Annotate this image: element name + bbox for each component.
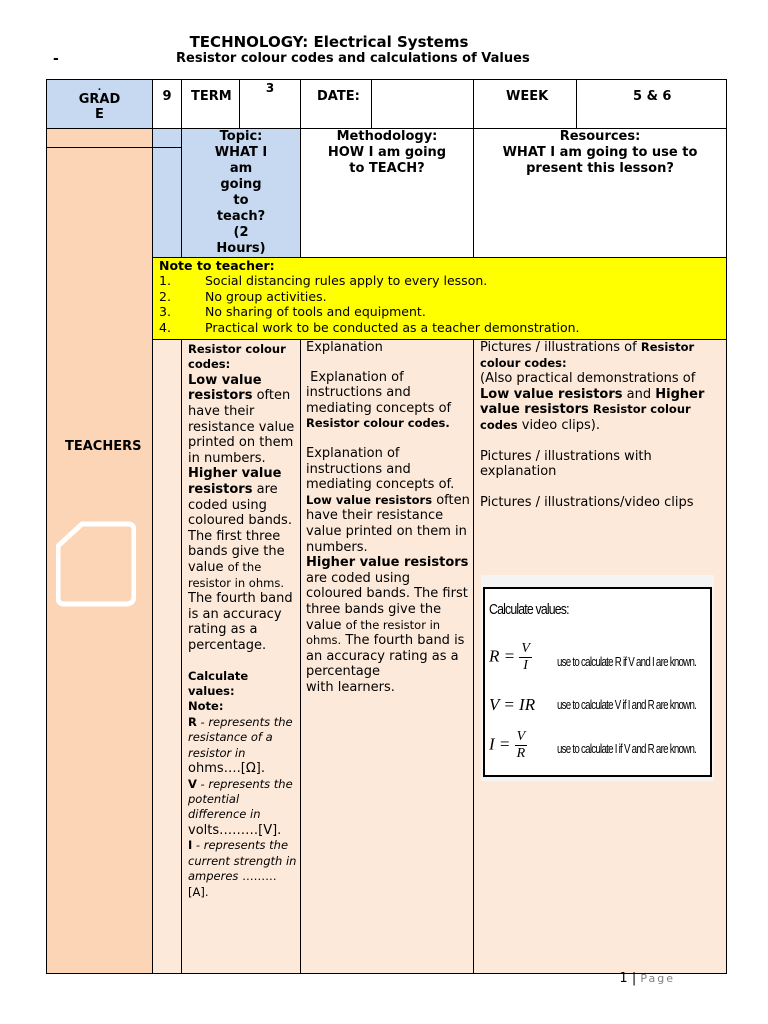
note-to-teacher bbox=[152, 257, 727, 340]
formula-v: V = IR bbox=[489, 695, 536, 714]
method-paragraph-1: Explanation of instructions and mediating concepts of Resistor colour codes. bbox=[306, 369, 452, 431]
formula-i: I = $\frac{V}{R}$ bbox=[489, 729, 526, 761]
low-value-paragraph: Low value resistors often have their resistance value printed on them in numbers. bbox=[188, 372, 295, 466]
week-value: 5 & 6 bbox=[633, 89, 672, 104]
date-label-cell bbox=[300, 79, 372, 129]
v-definition: V - represents the potential difference in volts………[V]. bbox=[188, 776, 293, 838]
grade-value: 9 bbox=[162, 89, 172, 104]
high-value-paragraph: Higher value resistors are coded using coloured bands. The first three bands give the value of the resistor in ohms. The fourth band is an accuracy rating as a percentage. bbox=[188, 466, 293, 653]
resources-header bbox=[473, 128, 727, 258]
method-paragraph-3: Higher value resistors are coded using coloured bands. The first three bands give the value of the resistor in ohms. The fourth band is an accuracy rating as a percentage bbox=[306, 555, 469, 680]
topic-header-text: Topic: WHAT I am going to teach? (2 Hours) bbox=[214, 129, 268, 256]
date-label: DATE: bbox=[317, 89, 360, 104]
page-word: Page bbox=[640, 972, 675, 985]
r-definition: R - represents the resistance of a resistor in ohms….[Ω]. bbox=[188, 714, 293, 776]
formula-r-desc: use to calculate R if V and I are known. bbox=[557, 654, 697, 669]
note-item: 2. No group activities. bbox=[159, 288, 327, 304]
left-strip-top bbox=[46, 128, 153, 148]
note-item: 3. No sharing of tools and equipment. bbox=[159, 304, 426, 319]
method-paragraph-2: Explanation of instructions and mediating concepts of. Low value resistors often have their resistance value printed on them in numbers. bbox=[306, 445, 470, 555]
note-heading: Note to teacher: bbox=[159, 258, 275, 273]
grade-value-cell bbox=[152, 79, 182, 129]
resources-header-text: Resources: WHAT I am going to use to present this lesson? bbox=[502, 129, 698, 176]
teachers-label: TEACHERS bbox=[65, 439, 142, 454]
formula-image bbox=[481, 575, 714, 781]
resources-paragraph-2: (Also practical demonstrations of Low value resistors and Higher value resistors Resistor colour codes video clips). bbox=[480, 371, 705, 433]
formula-r: R = $\frac{V}{I}$ bbox=[489, 641, 530, 673]
term-label: TERM bbox=[191, 89, 232, 104]
term-value: 3 bbox=[265, 81, 275, 95]
note-item: 1. Social distancing rules apply to every lesson. bbox=[159, 273, 488, 288]
method-explanation: Explanation bbox=[306, 340, 383, 355]
term-value-cell bbox=[239, 79, 301, 129]
grade-dot: . bbox=[97, 83, 102, 93]
week-label: WEEK bbox=[506, 89, 549, 104]
formula-title: Calculate values: bbox=[489, 601, 569, 618]
topic-heading: Resistor colour codes: bbox=[188, 342, 286, 372]
header-dash: - bbox=[53, 51, 59, 67]
grade-label-cont: E bbox=[95, 107, 104, 122]
page-number: 1 bbox=[619, 971, 628, 986]
week-label-cell bbox=[473, 79, 577, 129]
date-value-cell[interactable] bbox=[371, 79, 474, 129]
narrow-col-body bbox=[152, 339, 182, 974]
calculate-heading: Calculate values: bbox=[188, 668, 249, 698]
page-footer bbox=[619, 971, 675, 986]
i-definition: I - represents the current strength in amperes ……… [A]. bbox=[188, 838, 297, 899]
resources-paragraph-4: Pictures / illustrations/video clips bbox=[480, 494, 694, 510]
note-list bbox=[159, 273, 726, 335]
document-subtitle: Resistor colour codes and calculations of Values bbox=[176, 51, 530, 66]
term-label-cell bbox=[181, 79, 240, 129]
resources-paragraph-3: Pictures / illustrations with explanation bbox=[480, 448, 652, 480]
formula-v-desc: use to calculate V if I and R are known. bbox=[557, 697, 697, 712]
narrow-col bbox=[152, 147, 182, 258]
grade-cell bbox=[46, 79, 153, 129]
methodology-body bbox=[300, 339, 474, 974]
footer-separator: | bbox=[631, 971, 637, 986]
topic-header bbox=[181, 128, 301, 258]
resources-paragraph-1: Pictures / illustrations of Resistor colour codes: bbox=[480, 340, 695, 370]
method-paragraph-end: with learners. bbox=[306, 679, 395, 695]
note-label: Note: bbox=[188, 699, 224, 714]
narrow-col-top bbox=[152, 128, 182, 148]
document-title: TECHNOLOGY: Electrical Systems bbox=[189, 33, 469, 51]
formula-i-desc: use to calculate I if V and R are known. bbox=[557, 741, 697, 756]
blank-square-icon bbox=[56, 520, 136, 608]
note-item: 4. Practical work to be conducted as a teacher demonstration. bbox=[159, 319, 580, 335]
methodology-header-text: Methodology: HOW I am going to TEACH? bbox=[327, 129, 447, 176]
methodology-header bbox=[300, 128, 474, 258]
formula-frame bbox=[483, 587, 712, 777]
grade-label: GRAD bbox=[78, 92, 121, 107]
week-value-cell bbox=[576, 79, 727, 129]
topic-body bbox=[181, 339, 301, 974]
